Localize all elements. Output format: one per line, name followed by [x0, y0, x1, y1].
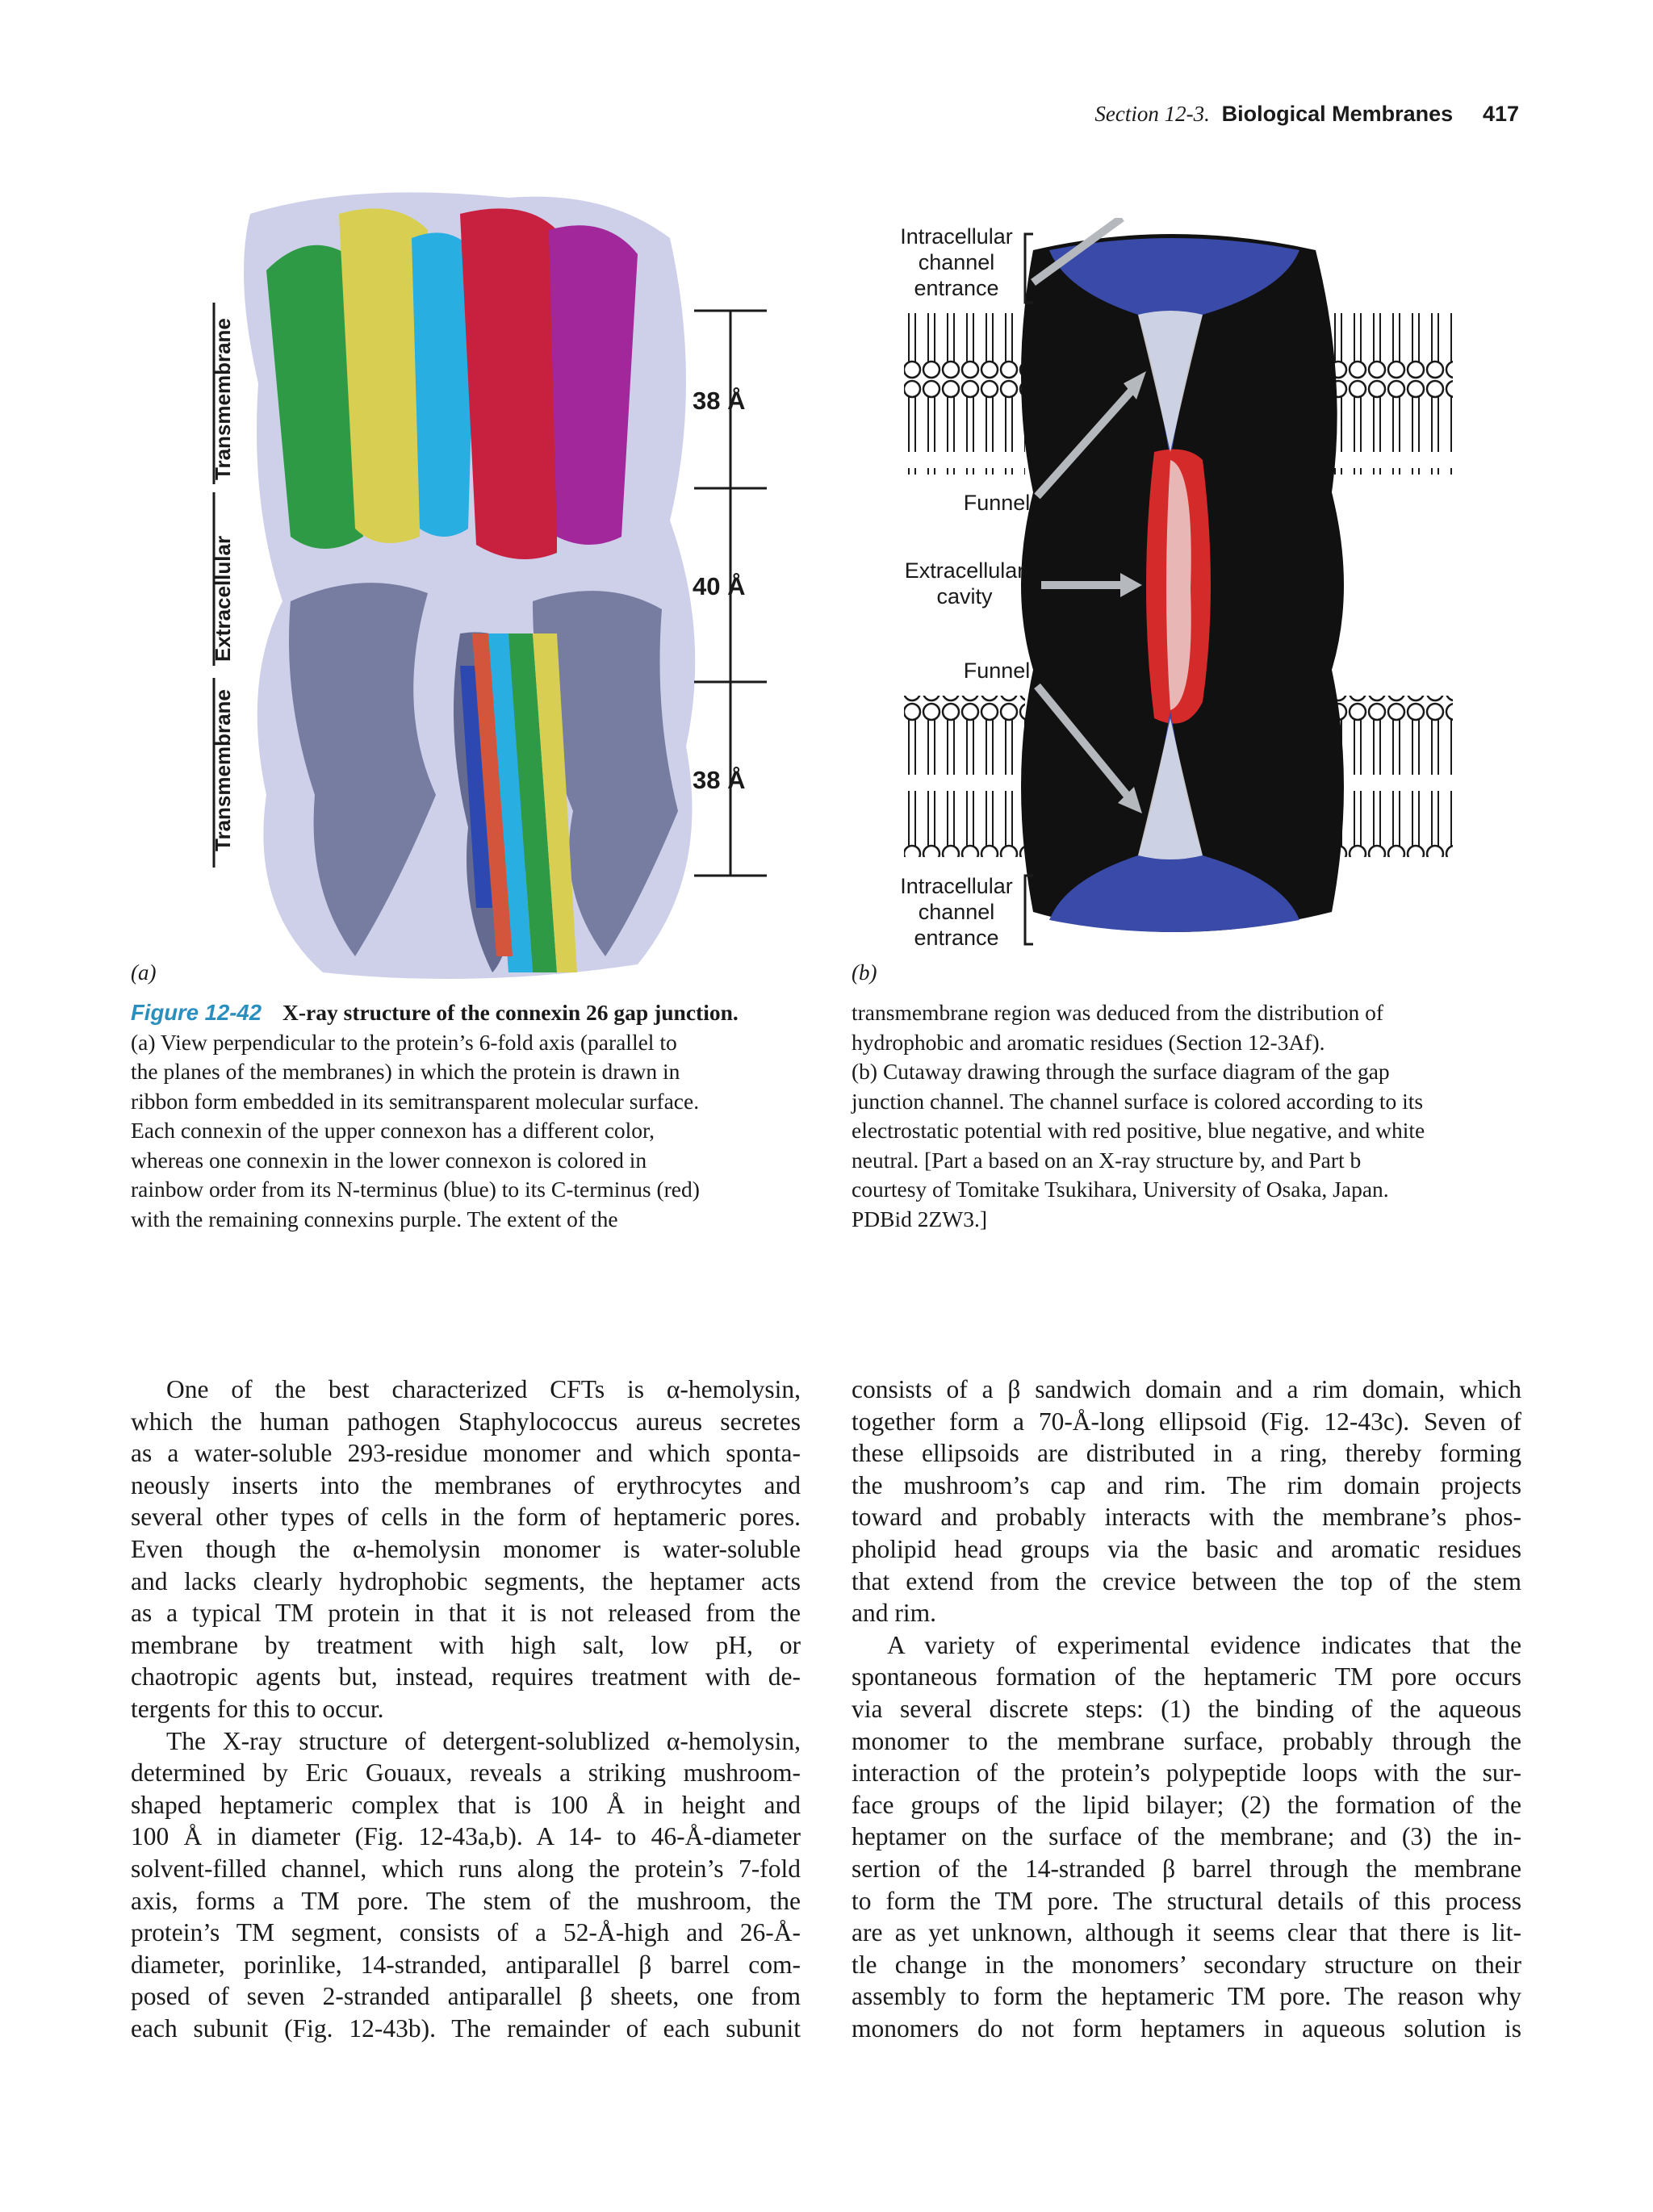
label-extracellular-cavity-2: cavity [936, 584, 993, 608]
figure-number: Figure 12-42 [131, 1000, 262, 1025]
running-header [0, 100, 1519, 128]
label-intracellular-top-1: Intracellular [900, 224, 1013, 249]
panel-label-a: (a) [131, 960, 157, 985]
label-funnel-top: Funnel [963, 491, 1031, 515]
body-column-right [852, 1374, 1521, 2044]
body-line: consists of a β sandwich domain and a rim domain, which [852, 1375, 1521, 1403]
body-line: which the human pathogen Staphylococcus aureus secretes [131, 1407, 801, 1436]
body-line: are as yet unknown, although it seems clear that there is lit- [852, 1918, 1521, 1947]
body-column-left [131, 1374, 801, 2044]
measurement-40a: 40 Å [693, 572, 746, 600]
page-number: 417 [1482, 102, 1519, 126]
body-line: One of the best characterized CFTs is α-hemolysin, [166, 1375, 801, 1403]
body-line: diameter, porinlike, 14-stranded, antiparallel β barrel com- [131, 1950, 801, 1979]
body-line: neously inserts into the membranes of erythrocytes and [131, 1470, 801, 1499]
figure-title: X-ray structure of the connexin 26 gap junction. [282, 1000, 739, 1025]
label-extracellular-cavity-1: Extracellular [904, 558, 1025, 583]
body-line: via several discrete steps: (1) the binding of the aqueous [852, 1694, 1521, 1723]
body-line: each subunit (Fig. 12-43b). The remainder of each subunit [131, 2013, 801, 2043]
caption-line: (b) Cutaway drawing through the surface diagram of the gap [852, 1059, 1390, 1084]
caption-line: rainbow order from its N-terminus (blue) to its C-terminus (red) [131, 1177, 700, 1202]
body-line: posed of seven 2-stranded antiparallel β sheets, one from [131, 1982, 801, 2011]
caption-line: electrostatic potential with red positive, blue negative, and white [852, 1118, 1425, 1143]
caption-line: junction channel. The channel surface is colored according to its [852, 1088, 1424, 1114]
region-label-transmembrane-bottom: Transmembrane [211, 689, 235, 851]
body-line: to form the TM pore. The structural details of this process [852, 1886, 1521, 1915]
label-intracellular-bottom-3: entrance [914, 926, 999, 950]
caption-line: neutral. [Part a based on an X-ray structure by, and Part b [852, 1147, 1362, 1173]
body-line: face groups of the lipid bilayer; (2) the formation of the [852, 1790, 1521, 1819]
caption-line: Each connexin of the upper connexon has a different color, [131, 1118, 655, 1143]
label-intracellular-bottom-1: Intracellular [900, 874, 1013, 898]
body-line: sertion of the 14-stranded β barrel through the membrane [852, 1854, 1521, 1883]
region-label-transmembrane-top: Transmembrane [211, 318, 235, 480]
body-line: together form a 70-Å-long ellipsoid (Fig. 12-43c). Seven of [852, 1407, 1521, 1436]
body-line: axis, forms a TM pore. The stem of the mushroom, the [131, 1886, 801, 1915]
figure-caption-left [131, 998, 793, 1234]
caption-line: the planes of the membranes) in which the protein is drawn in [131, 1059, 680, 1084]
body-line: pholipid head groups via the basic and aromatic residues [852, 1534, 1521, 1563]
body-line: protein’s TM segment, consists of a 52-Å-high and 26-Å- [131, 1918, 801, 1947]
body-line: monomer to the membrane surface, probably through the [852, 1726, 1521, 1755]
caption-heading [131, 998, 793, 1028]
body-line: toward and probably interacts with the membrane’s phos- [852, 1503, 1521, 1532]
measurement-38a-top: 38 Å [693, 387, 746, 415]
body-line: determined by Eric Gouaux, reveals a striking mushroom- [131, 1758, 801, 1788]
caption-line: with the remaining connexins purple. The extent of the [131, 1206, 618, 1231]
caption-line: courtesy of Tomitake Tsukihara, University of Osaka, Japan. [852, 1177, 1389, 1202]
body-line: that extend from the crevice between the top of the stem [852, 1566, 1521, 1595]
caption-line: hydrophobic and aromatic residues (Section 12-3Af). [852, 1029, 1325, 1055]
caption-line: PDBid 2ZW3.] [852, 1206, 988, 1231]
body-line: several other types of cells in the form of heptameric pores. [131, 1503, 801, 1532]
body-line: shaped heptameric complex that is 100 Å in height and [131, 1790, 801, 1819]
body-line: The X-ray structure of detergent-solublized α-hemolysin, [166, 1726, 801, 1755]
measurement-38a-bottom: 38 Å [693, 766, 746, 794]
label-intracellular-top-3: entrance [914, 276, 999, 300]
upper-connexon-ribbons [266, 208, 638, 559]
body-line: 100 Å in diameter (Fig. 12-43a,b). A 14- to 46-Å-diameter [131, 1822, 801, 1851]
label-funnel-bottom: Funnel [963, 659, 1031, 683]
region-label-extracellular: Extracellular [211, 535, 235, 662]
body-line: chaotropic agents but, instead, requires treatment with de- [131, 1662, 801, 1691]
body-line: tle change in the monomers’ secondary structure on their [852, 1950, 1521, 1979]
body-line: solvent-filled channel, which runs along the protein’s 7-fold [131, 1854, 801, 1883]
label-intracellular-bottom-2: channel [918, 900, 995, 924]
connexin-ribbon-figure [153, 182, 815, 989]
body-line: spontaneous formation of the heptameric TM pore occurs [852, 1662, 1521, 1691]
figure-caption-right [852, 998, 1521, 1234]
body-line: interaction of the protein’s polypeptide loops with the sur- [852, 1758, 1521, 1788]
body-line: monomers do not form heptamers in aqueous solution is [852, 2013, 1521, 2043]
body-line: and rim. [852, 1599, 936, 1628]
body-line: and lacks clearly hydrophobic segments, the heptamer acts [131, 1566, 801, 1595]
body-line: the mushroom’s cap and rim. The rim domain projects [852, 1470, 1521, 1499]
body-line: as a typical TM protein in that it is not released from the [131, 1599, 801, 1628]
panel-label-b: (b) [852, 960, 877, 985]
caption-line: whereas one connexin in the lower connexon is colored in [131, 1147, 647, 1173]
section-title: Biological Membranes [1221, 102, 1454, 126]
caption-line: ribbon form embedded in its semitransparent molecular surface. [131, 1088, 700, 1114]
dimension-labels [693, 387, 745, 794]
caption-line: transmembrane region was deduced from the distribution of [852, 1000, 1384, 1025]
body-line: membrane by treatment with high salt, low pH, or [131, 1630, 801, 1659]
channel-cutaway-figure [864, 218, 1485, 956]
body-line: tergents for this to occur. [131, 1694, 384, 1723]
body-line: A variety of experimental evidence indicates that the [887, 1630, 1521, 1659]
body-line: Even though the α-hemolysin monomer is water-soluble [131, 1534, 801, 1563]
label-intracellular-top-2: channel [918, 250, 995, 274]
section-label: Section 12-3. [1094, 102, 1210, 126]
body-line: as a water-soluble 293-residue monomer and which sponta- [131, 1439, 801, 1468]
body-line: assembly to form the heptameric TM pore. The reason why [852, 1982, 1521, 2011]
body-line: heptamer on the surface of the membrane; and (3) the in- [852, 1822, 1521, 1851]
body-line: these ellipsoids are distributed in a ring, thereby forming [852, 1439, 1521, 1468]
caption-line: (a) View perpendicular to the protein’s 6-fold axis (parallel to [131, 1029, 677, 1055]
